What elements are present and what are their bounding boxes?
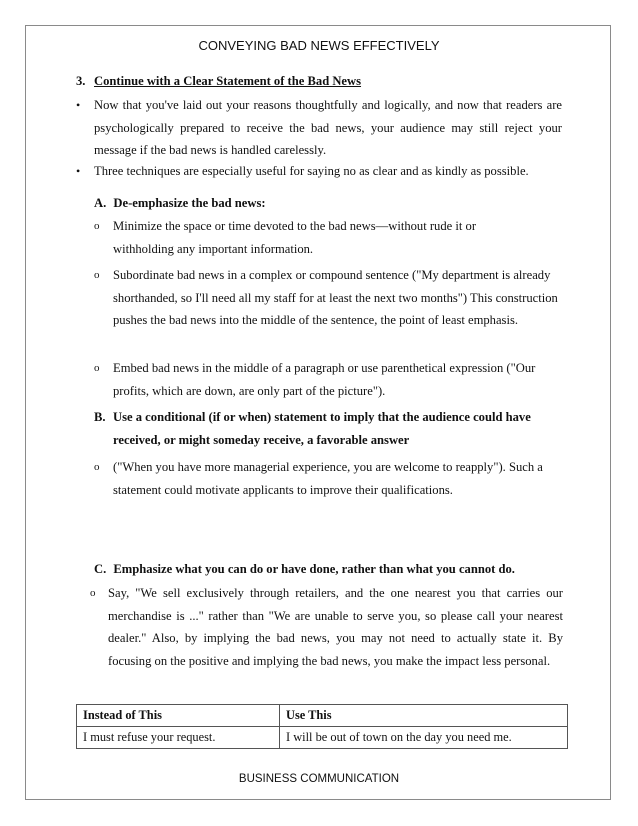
- table-header-row: [77, 705, 568, 727]
- technique-title: Use a conditional (if or when) statement to imply that the audience could have received, or might someday receive, a favorable answer: [113, 410, 531, 447]
- circle-marker: o: [90, 587, 96, 599]
- circle-marker: o: [94, 220, 100, 232]
- technique-letter: C.: [94, 562, 107, 576]
- technique-letter: A.: [94, 196, 107, 210]
- list-item: Embed bad news in the middle of a paragraph or use parenthetical expression ("Our profits, which are down, are only part of the picture").: [113, 361, 536, 398]
- section-number: 3.: [76, 74, 86, 88]
- comparison-table: [76, 704, 568, 749]
- list-item: Minimize the space or time devoted to the bad news—without rude it or withholding any important information.: [113, 219, 477, 256]
- list-item: ("When you have more managerial experience, you are welcome to reapply"). Such a statement could motivate applicants to improve their qualifications.: [113, 460, 543, 497]
- technique-title: Emphasize what you can do or have done, rather than what you cannot do.: [113, 562, 515, 576]
- section-title: Continue with a Clear Statement of the Bad News: [94, 74, 362, 88]
- table-cell: I will be out of town on the day you need me.: [280, 727, 568, 749]
- bullet-paragraph: Now that you've laid out your reasons thoughtfully and logically, and now that readers are psychologically prepared to receive the bad news, your audience may still reject your message if the bad news is handled carelessly.: [94, 98, 562, 157]
- table-row: [77, 727, 568, 749]
- circle-marker: o: [94, 269, 100, 281]
- circle-marker: o: [94, 362, 100, 374]
- technique-c-heading: [94, 558, 564, 581]
- technique-letter: B.: [94, 410, 106, 424]
- circle-marker: o: [94, 461, 100, 473]
- bullet-dot: •: [76, 164, 81, 178]
- table-header-cell: Instead of This: [77, 705, 280, 727]
- technique-a-heading: [94, 192, 554, 215]
- list-item: Subordinate bad news in a complex or compound sentence ("My department is already shorthanded, so I'll need all my staff for at least the next two months") This construction pushes the bad news into the middle of the sentence, the point of least emphasis.: [113, 268, 558, 327]
- bullet-dot: •: [76, 98, 81, 112]
- page-footer: BUSINESS COMMUNICATION: [238, 773, 400, 785]
- technique-title: De-emphasize the bad news:: [113, 196, 266, 210]
- list-item: Say, "We sell exclusively through retailers, and the one nearest you that carries our merchandise is ..." rather than "We are unable to serve you, so please call your nearest dealer." Also, by implying the bad news, you may not need to actually state it. By focusing on the positive and implying the bad news, you make the impact less personal.: [108, 586, 563, 668]
- table-cell: I must refuse your request.: [77, 727, 280, 749]
- table-header-cell: Use This: [280, 705, 568, 727]
- page-header: CONVEYING BAD NEWS EFFECTIVELY: [198, 38, 440, 53]
- bullet-paragraph: Three techniques are especially useful for saying no as clear and as kindly as possible.: [94, 164, 529, 178]
